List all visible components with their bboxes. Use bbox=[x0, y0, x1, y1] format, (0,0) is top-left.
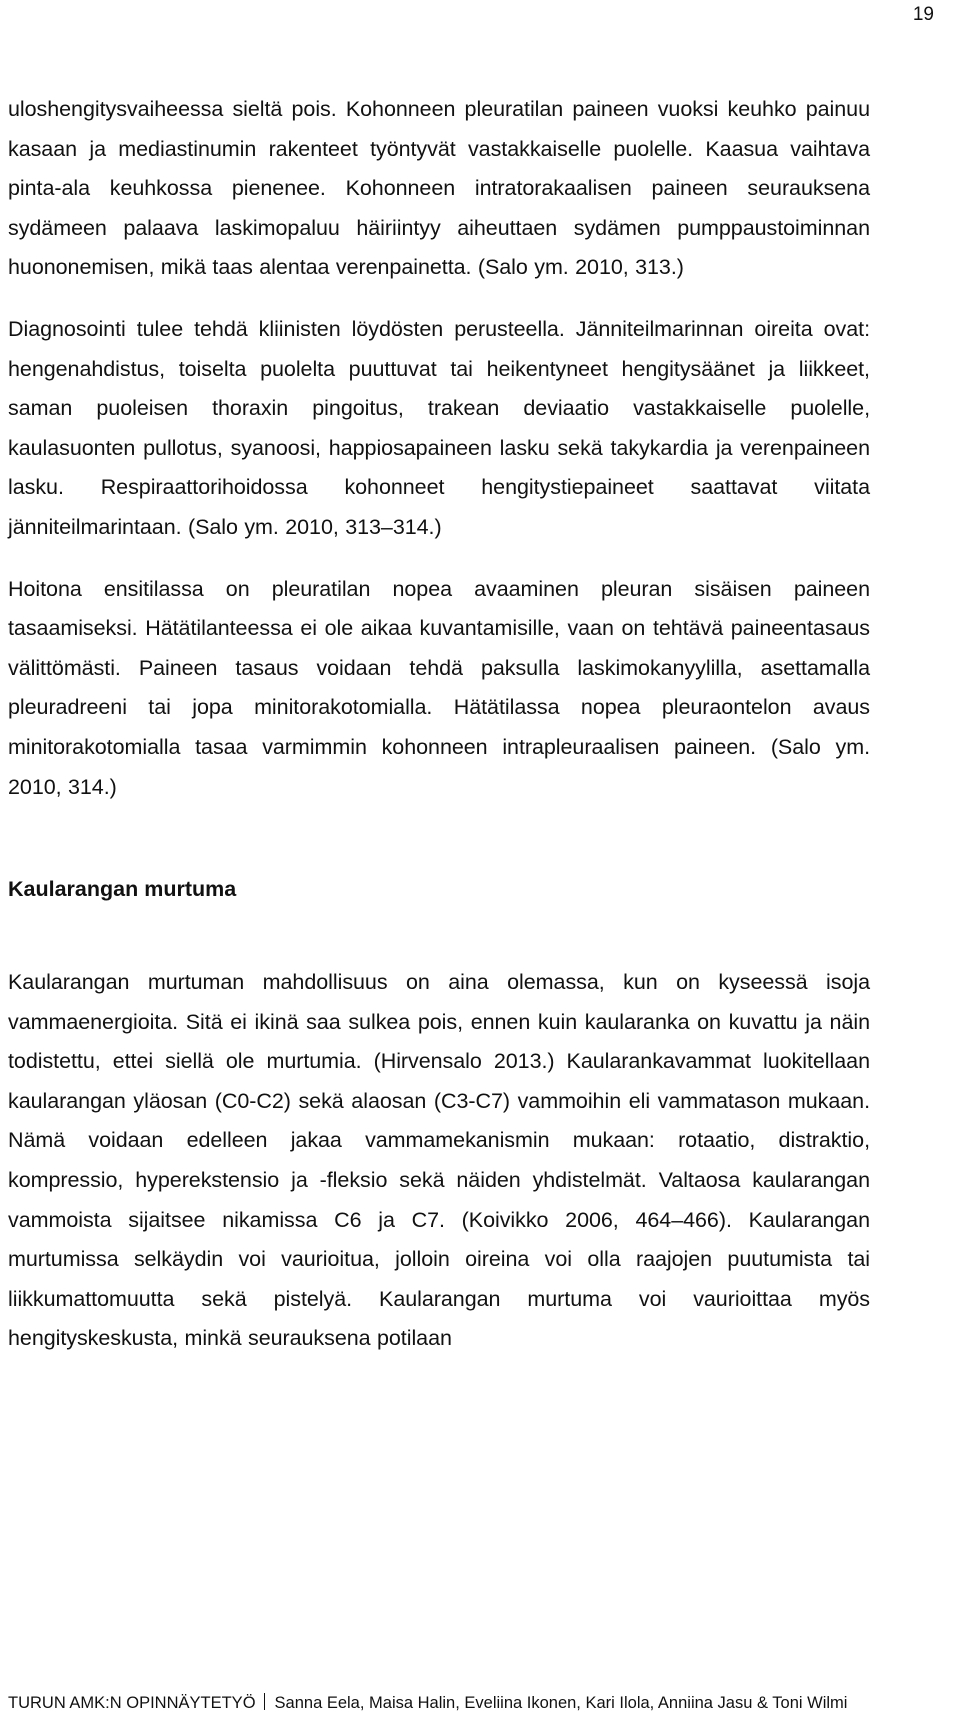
footer-authors: Sanna Eela, Maisa Halin, Eveliina Ikonen, Kari Ilola, Anniina Jasu & Toni Wilmi bbox=[274, 1694, 848, 1712]
paragraph-cervical-fracture: Kaularangan murtuman mahdollisuus on aina olemassa, kun on kyseessä isoja vammaenergioita. Sitä ei ikinä saa sulkea pois, ennen kuin kaularanka on kuvattu ja näin todistettu, ettei siellä ole murtumia. (Hirvensalo 2013.) Kaularankavammat luokitellaan kaularangan yläosan (C0-C2) sekä alaosan (C3-C7) vammoihin eli vammatason mukaan. Nämä voidaan edelleen jakaa vammamekanismin mukaan: rotaatio, distraktio, kompressio, hyperekstensio ja -fleksio sekä näiden yhdistelmät. Valtaosa kaularangan vammoista sijaitsee nikamissa C6 ja C7. (Koivikko 2006, 464–466). Kaularangan murtumissa selkäydin voi vaurioitua, jolloin oireina voi olla raajojen puutumista tai liikkumattomuutta sekä pistelyä. Kaularangan murtuma voi vaurioittaa myös hengityskeskusta, minkä seurauksena potilaan bbox=[8, 970, 870, 1351]
paragraph-treatment: Hoitona ensitilassa on pleuratilan nopea avaaminen pleuran sisäisen paineen tasaamiseksi. Hätätilanteessa ei ole aikaa kuvantamisille, vaan on tehtävä paineentasaus välittömästi. Paineen tasaus voidaan tehdä paksulla laskimokanyylilla, asettamalla pleuradreeni tai jopa minitorakotomialla. Hätätilassa nopea pleuraontelon avaus minitorakotomialla tasaa varmimmin kohonneen intrapleuraalisen paineen. (Salo ym. 2010, 314.) bbox=[8, 576, 870, 799]
document-body bbox=[8, 90, 870, 1359]
footer-separator bbox=[264, 1693, 265, 1710]
page-footer bbox=[8, 1693, 870, 1713]
paragraph-diagnosis: Diagnosointi tulee tehdä kliinisten löydösten perusteella. Jänniteilmarinnan oireita ovat: hengenahdistus, toiselta puolelta puuttuvat tai heikentyneet hengitysäänet ja liikkeet, saman puoleisen thoraxin pingoitus, trakean deviaatio vastakkaiselle puolelle, kaulasuonten pullotus, syanoosi, happiosapaineen lasku sekä takykardia ja verenpaineen lasku. Respiraattorihoidossa kohonneet hengitystiepaineet saattavat viitata jänniteilmarintaan. (Salo ym. 2010, 313–314.) bbox=[8, 316, 870, 539]
page-number: 19 bbox=[912, 4, 934, 25]
footer-institution: TURUN AMK:N OPINNÄYTETYÖ bbox=[8, 1694, 256, 1712]
section-heading: Kaularangan murtuma bbox=[8, 877, 237, 902]
paragraph-pleural-pressure: uloshengitysvaiheessa sieltä pois. Kohonneen pleuratilan paineen vuoksi keuhko painuu kasaan ja mediastinumin rakenteet työntyvät vastakkaiselle puolelle. Kaasua vaihtava pinta-ala keuhkossa pienenee. Kohonneen intratorakaalisen paineen seurauksena sydämeen palaava laskimopaluu häiriintyy aiheuttaen sydämen pumppaustoiminnan huononemisen, mikä taas alentaa verenpainetta. (Salo ym. 2010, 313.) bbox=[8, 97, 870, 280]
